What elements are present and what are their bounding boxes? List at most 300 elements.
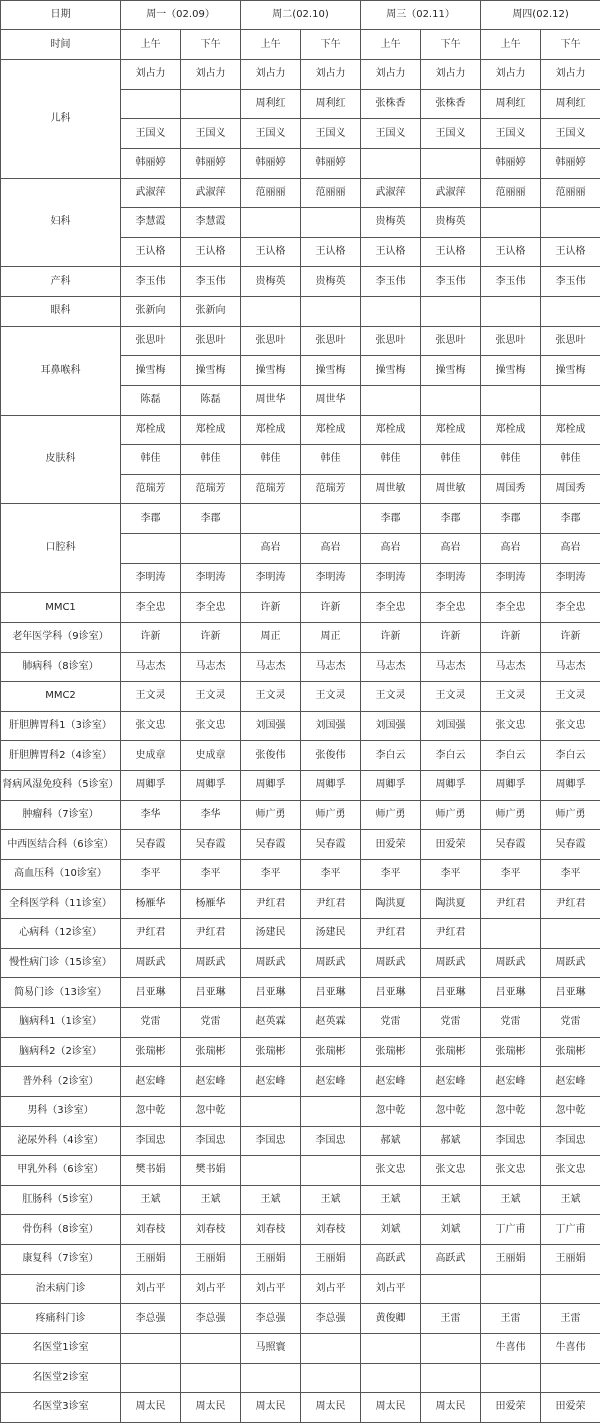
doctor-cell: 王斌 xyxy=(541,1185,600,1215)
department-name: 治未病门诊 xyxy=(1,1274,121,1304)
doctor-cell: 李玉伟 xyxy=(121,267,181,297)
period-am-header: 上午 xyxy=(121,30,181,60)
department-name: 妇科 xyxy=(1,178,121,267)
doctor-cell: 李明涛 xyxy=(181,563,241,593)
department-name: 名医堂1诊室 xyxy=(1,1333,121,1363)
doctor-cell: 李全忠 xyxy=(421,593,481,623)
doctor-cell: 韩丽婷 xyxy=(181,148,241,178)
doctor-cell: 韩佳 xyxy=(241,445,301,475)
doctor-cell: 李明涛 xyxy=(421,563,481,593)
doctor-cell: 忽中乾 xyxy=(181,1096,241,1126)
doctor-cell: 李玉伟 xyxy=(421,267,481,297)
doctor-cell: 史成章 xyxy=(121,741,181,771)
doctor-cell xyxy=(481,297,541,327)
schedule-row xyxy=(1,919,600,949)
doctor-cell: 高岩 xyxy=(241,534,301,564)
doctor-cell: 周太民 xyxy=(301,1393,361,1423)
doctor-cell: 郑栓成 xyxy=(301,415,361,445)
doctor-cell xyxy=(301,1333,361,1363)
doctor-cell: 王文灵 xyxy=(481,682,541,712)
doctor-cell: 李玉伟 xyxy=(481,267,541,297)
date-header-row xyxy=(1,1,600,30)
department-name: 产科 xyxy=(1,267,121,297)
department-name: 老年医学科（9诊室） xyxy=(1,622,121,652)
department-name: 肝胆脾胃科2（4诊室） xyxy=(1,741,121,771)
doctor-cell: 马志杰 xyxy=(361,652,421,682)
doctor-cell: 李华 xyxy=(121,800,181,830)
doctor-cell: 刘春枝 xyxy=(301,1215,361,1245)
doctor-cell: 操雪梅 xyxy=(421,356,481,386)
doctor-cell: 张瑞彬 xyxy=(541,1037,600,1067)
doctor-cell: 杨雁华 xyxy=(181,889,241,919)
doctor-cell xyxy=(421,1333,481,1363)
doctor-cell xyxy=(301,297,361,327)
schedule-body xyxy=(1,1,600,1423)
doctor-cell: 田爱荣 xyxy=(541,1393,600,1423)
doctor-cell: 周正 xyxy=(301,622,361,652)
doctor-cell: 周跃武 xyxy=(241,948,301,978)
doctor-cell: 韩佳 xyxy=(301,445,361,475)
schedule-row xyxy=(1,889,600,919)
department-name: 脑病科2（2诊室） xyxy=(1,1037,121,1067)
day-header-wed: 周三（02.11） xyxy=(361,1,481,30)
schedule-row xyxy=(1,800,600,830)
doctor-cell: 张瑞彬 xyxy=(301,1037,361,1067)
doctor-cell: 郝斌 xyxy=(421,1126,481,1156)
doctor-cell: 陈磊 xyxy=(121,385,181,415)
doctor-cell: 操雪梅 xyxy=(541,356,600,386)
doctor-cell: 周太民 xyxy=(421,1393,481,1423)
doctor-cell: 周卿孚 xyxy=(301,771,361,801)
doctor-cell: 李平 xyxy=(241,859,301,889)
schedule-row xyxy=(1,948,600,978)
doctor-cell: 许新 xyxy=(301,593,361,623)
doctor-cell: 张文忠 xyxy=(181,711,241,741)
doctor-cell: 周跃武 xyxy=(481,948,541,978)
doctor-cell: 高跃武 xyxy=(421,1245,481,1275)
doctor-cell: 忽中乾 xyxy=(541,1096,600,1126)
doctor-cell: 刘占平 xyxy=(241,1274,301,1304)
doctor-cell: 范丽丽 xyxy=(481,178,541,208)
doctor-cell: 王丽娟 xyxy=(181,1245,241,1275)
doctor-cell: 刘国强 xyxy=(361,711,421,741)
doctor-cell: 周卿孚 xyxy=(421,771,481,801)
department-name: 泌尿外科（4诊室） xyxy=(1,1126,121,1156)
doctor-cell: 韩佳 xyxy=(421,445,481,475)
doctor-cell: 武淑萍 xyxy=(121,178,181,208)
doctor-cell: 张文忠 xyxy=(361,1156,421,1186)
doctor-cell xyxy=(241,1096,301,1126)
doctor-cell: 刘占力 xyxy=(421,60,481,90)
doctor-cell: 周太民 xyxy=(121,1393,181,1423)
doctor-cell: 史成章 xyxy=(181,741,241,771)
doctor-cell: 周卿孚 xyxy=(481,771,541,801)
doctor-cell: 王认格 xyxy=(301,237,361,267)
doctor-cell: 王文灵 xyxy=(301,682,361,712)
doctor-cell: 张瑞彬 xyxy=(421,1037,481,1067)
doctor-cell: 刘占平 xyxy=(181,1274,241,1304)
doctor-cell: 周世敏 xyxy=(421,474,481,504)
doctor-cell: 吴春霞 xyxy=(181,830,241,860)
doctor-cell: 刘占力 xyxy=(541,60,600,90)
schedule-row xyxy=(1,1156,600,1186)
doctor-cell: 张思叶 xyxy=(361,326,421,356)
doctor-cell: 李总强 xyxy=(241,1304,301,1334)
doctor-cell: 王国义 xyxy=(301,119,361,149)
doctor-cell: 王国义 xyxy=(541,119,600,149)
doctor-cell xyxy=(541,385,600,415)
doctor-cell: 忽中乾 xyxy=(121,1096,181,1126)
doctor-cell: 师广勇 xyxy=(481,800,541,830)
doctor-cell: 赵英霖 xyxy=(241,1008,301,1038)
department-name: 肾病风湿免疫科（5诊室） xyxy=(1,771,121,801)
doctor-cell: 党雷 xyxy=(481,1008,541,1038)
doctor-cell: 李明涛 xyxy=(481,563,541,593)
doctor-cell: 刘国强 xyxy=(241,711,301,741)
doctor-cell: 许新 xyxy=(421,622,481,652)
doctor-cell: 许新 xyxy=(121,622,181,652)
doctor-cell: 许新 xyxy=(361,622,421,652)
doctor-cell: 李平 xyxy=(361,859,421,889)
doctor-cell: 张文忠 xyxy=(421,1156,481,1186)
doctor-cell: 张文忠 xyxy=(481,711,541,741)
doctor-cell: 张新向 xyxy=(121,297,181,327)
doctor-cell: 刘斌 xyxy=(361,1215,421,1245)
doctor-cell xyxy=(361,1333,421,1363)
doctor-cell: 周卿孚 xyxy=(181,771,241,801)
doctor-cell xyxy=(541,1274,600,1304)
doctor-cell: 吕亚琳 xyxy=(481,978,541,1008)
doctor-cell: 李平 xyxy=(481,859,541,889)
doctor-cell: 贵梅英 xyxy=(301,267,361,297)
doctor-cell: 刘占力 xyxy=(361,60,421,90)
doctor-cell: 马志杰 xyxy=(421,652,481,682)
doctor-cell: 李全忠 xyxy=(541,593,600,623)
doctor-cell: 王雷 xyxy=(541,1304,600,1334)
department-name: 甲乳外科（6诊室） xyxy=(1,1156,121,1186)
doctor-cell: 武淑萍 xyxy=(361,178,421,208)
doctor-cell xyxy=(121,534,181,564)
doctor-cell xyxy=(181,534,241,564)
doctor-cell: 马志杰 xyxy=(481,652,541,682)
doctor-cell: 李郡 xyxy=(421,504,481,534)
doctor-cell: 张株香 xyxy=(421,89,481,119)
doctor-cell: 尹红君 xyxy=(301,889,361,919)
schedule-row xyxy=(1,60,600,90)
department-name: 全科医学科（11诊室） xyxy=(1,889,121,919)
doctor-cell: 郑栓成 xyxy=(241,415,301,445)
doctor-cell: 赵宏峰 xyxy=(121,1067,181,1097)
doctor-cell: 樊书娟 xyxy=(121,1156,181,1186)
doctor-cell: 樊书娟 xyxy=(181,1156,241,1186)
doctor-cell: 张株香 xyxy=(361,89,421,119)
doctor-cell: 周跃武 xyxy=(121,948,181,978)
doctor-cell xyxy=(241,208,301,238)
period-pm-header: 下午 xyxy=(541,30,600,60)
doctor-cell: 许新 xyxy=(181,622,241,652)
doctor-cell: 张俊伟 xyxy=(241,741,301,771)
department-name: 眼科 xyxy=(1,297,121,327)
doctor-cell: 范瑞芳 xyxy=(301,474,361,504)
doctor-cell: 汤建民 xyxy=(241,919,301,949)
doctor-cell: 刘斌 xyxy=(421,1215,481,1245)
doctor-cell: 张瑞彬 xyxy=(181,1037,241,1067)
doctor-cell: 李国忠 xyxy=(301,1126,361,1156)
doctor-cell: 周世敏 xyxy=(361,474,421,504)
doctor-cell: 贵梅英 xyxy=(361,208,421,238)
doctor-cell: 王丽娟 xyxy=(541,1245,600,1275)
doctor-cell: 范瑞芳 xyxy=(121,474,181,504)
schedule-row xyxy=(1,1096,600,1126)
doctor-cell: 王国义 xyxy=(181,119,241,149)
doctor-cell: 周跃武 xyxy=(541,948,600,978)
doctor-cell: 吴春霞 xyxy=(301,830,361,860)
doctor-cell xyxy=(121,89,181,119)
doctor-cell: 李国忠 xyxy=(121,1126,181,1156)
doctor-cell xyxy=(421,297,481,327)
doctor-cell: 周跃武 xyxy=(181,948,241,978)
doctor-cell: 周跃武 xyxy=(421,948,481,978)
department-name: 名医堂3诊室 xyxy=(1,1393,121,1423)
day-header-mon: 周一（02.09） xyxy=(121,1,241,30)
doctor-cell: 马志杰 xyxy=(241,652,301,682)
doctor-cell: 杨雁华 xyxy=(121,889,181,919)
schedule-row xyxy=(1,682,600,712)
doctor-cell: 张瑞彬 xyxy=(121,1037,181,1067)
department-name: 肿瘤科（7诊室） xyxy=(1,800,121,830)
department-name: 脑病科1（1诊室） xyxy=(1,1008,121,1038)
doctor-cell: 李国忠 xyxy=(181,1126,241,1156)
schedule-row xyxy=(1,593,600,623)
doctor-cell xyxy=(181,89,241,119)
doctor-cell: 张思叶 xyxy=(421,326,481,356)
doctor-cell: 高岩 xyxy=(541,534,600,564)
doctor-cell: 韩佳 xyxy=(361,445,421,475)
doctor-cell: 张思叶 xyxy=(301,326,361,356)
doctor-cell: 田爱荣 xyxy=(361,830,421,860)
doctor-cell: 李国忠 xyxy=(541,1126,600,1156)
schedule-row xyxy=(1,1126,600,1156)
doctor-cell: 张新向 xyxy=(181,297,241,327)
doctor-cell: 王雷 xyxy=(421,1304,481,1334)
doctor-cell: 刘春枝 xyxy=(181,1215,241,1245)
doctor-cell: 周国秀 xyxy=(481,474,541,504)
doctor-cell: 师广勇 xyxy=(241,800,301,830)
department-name: MMC1 xyxy=(1,593,121,623)
doctor-cell: 牛喜伟 xyxy=(481,1333,541,1363)
doctor-cell: 王认格 xyxy=(241,237,301,267)
doctor-cell: 李全忠 xyxy=(481,593,541,623)
schedule-row xyxy=(1,1245,600,1275)
schedule-row xyxy=(1,1067,600,1097)
doctor-cell: 郑栓成 xyxy=(421,415,481,445)
doctor-cell: 赵宏峰 xyxy=(301,1067,361,1097)
doctor-cell: 马照寰 xyxy=(241,1333,301,1363)
doctor-cell: 刘国强 xyxy=(421,711,481,741)
doctor-cell: 张文忠 xyxy=(121,711,181,741)
schedule-row xyxy=(1,504,600,534)
schedule-row xyxy=(1,1037,600,1067)
doctor-cell: 韩佳 xyxy=(481,445,541,475)
schedule-row xyxy=(1,1393,600,1423)
department-name: 耳鼻喉科 xyxy=(1,326,121,415)
doctor-cell: 吕亚琳 xyxy=(301,978,361,1008)
doctor-cell: 李平 xyxy=(181,859,241,889)
doctor-cell: 张思叶 xyxy=(481,326,541,356)
doctor-cell xyxy=(121,1333,181,1363)
doctor-cell: 范丽丽 xyxy=(241,178,301,208)
doctor-cell: 师广勇 xyxy=(361,800,421,830)
doctor-cell: 王文灵 xyxy=(241,682,301,712)
doctor-cell: 王丽娟 xyxy=(241,1245,301,1275)
doctor-cell: 刘占平 xyxy=(121,1274,181,1304)
doctor-cell: 张思叶 xyxy=(241,326,301,356)
schedule-row xyxy=(1,415,600,445)
period-pm-header: 下午 xyxy=(301,30,361,60)
doctor-cell: 郑栓成 xyxy=(481,415,541,445)
doctor-cell: 高岩 xyxy=(301,534,361,564)
doctor-cell xyxy=(301,504,361,534)
doctor-cell: 刘占力 xyxy=(121,60,181,90)
doctor-cell: 王国义 xyxy=(421,119,481,149)
department-name: 高血压科（10诊室） xyxy=(1,859,121,889)
doctor-cell xyxy=(361,148,421,178)
doctor-cell xyxy=(361,385,421,415)
doctor-cell: 李白云 xyxy=(481,741,541,771)
doctor-cell: 马志杰 xyxy=(541,652,600,682)
doctor-cell: 党雷 xyxy=(361,1008,421,1038)
doctor-cell: 党雷 xyxy=(121,1008,181,1038)
doctor-cell: 吴春霞 xyxy=(541,830,600,860)
doctor-cell: 周利红 xyxy=(301,89,361,119)
doctor-cell: 王认格 xyxy=(361,237,421,267)
doctor-cell: 许新 xyxy=(541,622,600,652)
department-name: 口腔科 xyxy=(1,504,121,593)
doctor-cell: 王斌 xyxy=(241,1185,301,1215)
doctor-cell: 赵宏峰 xyxy=(361,1067,421,1097)
doctor-cell: 李总强 xyxy=(121,1304,181,1334)
doctor-cell: 田爱荣 xyxy=(481,1393,541,1423)
doctor-cell: 李郡 xyxy=(481,504,541,534)
doctor-cell: 张瑞彬 xyxy=(481,1037,541,1067)
doctor-cell: 党雷 xyxy=(181,1008,241,1038)
doctor-cell: 王认格 xyxy=(421,237,481,267)
doctor-cell: 张文忠 xyxy=(541,1156,600,1186)
doctor-cell xyxy=(241,1363,301,1393)
doctor-cell: 王文灵 xyxy=(421,682,481,712)
doctor-cell: 张思叶 xyxy=(121,326,181,356)
doctor-cell xyxy=(361,297,421,327)
doctor-cell: 武淑萍 xyxy=(181,178,241,208)
doctor-cell: 李白云 xyxy=(361,741,421,771)
doctor-cell: 李明涛 xyxy=(301,563,361,593)
schedule-row xyxy=(1,978,600,1008)
doctor-cell: 赵英霖 xyxy=(301,1008,361,1038)
doctor-cell: 刘占平 xyxy=(301,1274,361,1304)
doctor-cell: 李明涛 xyxy=(361,563,421,593)
doctor-cell: 贵梅英 xyxy=(421,208,481,238)
doctor-cell: 尹红君 xyxy=(361,919,421,949)
doctor-cell xyxy=(481,1363,541,1393)
doctor-cell xyxy=(421,148,481,178)
doctor-cell: 郑栓成 xyxy=(121,415,181,445)
doctor-cell: 周卿孚 xyxy=(241,771,301,801)
doctor-cell: 黄俊卿 xyxy=(361,1304,421,1334)
doctor-cell: 周卿孚 xyxy=(361,771,421,801)
schedule-row xyxy=(1,830,600,860)
doctor-cell xyxy=(301,1096,361,1126)
department-name: 儿科 xyxy=(1,60,121,179)
schedule-row xyxy=(1,1215,600,1245)
doctor-cell xyxy=(541,208,600,238)
doctor-cell: 周卿孚 xyxy=(121,771,181,801)
doctor-cell: 郝斌 xyxy=(361,1126,421,1156)
doctor-cell: 贵梅英 xyxy=(241,267,301,297)
schedule-row xyxy=(1,859,600,889)
doctor-cell: 吕亚琳 xyxy=(361,978,421,1008)
department-name: 骨伤科（8诊室） xyxy=(1,1215,121,1245)
doctor-cell: 刘国强 xyxy=(301,711,361,741)
department-name: MMC2 xyxy=(1,682,121,712)
doctor-cell: 赵宏峰 xyxy=(541,1067,600,1097)
period-am-header: 上午 xyxy=(481,30,541,60)
doctor-cell: 赵宏峰 xyxy=(181,1067,241,1097)
doctor-cell: 李总强 xyxy=(181,1304,241,1334)
doctor-cell: 陈磊 xyxy=(181,385,241,415)
doctor-cell xyxy=(181,1333,241,1363)
doctor-cell: 田爱荣 xyxy=(421,830,481,860)
doctor-cell: 李郡 xyxy=(541,504,600,534)
doctor-cell xyxy=(421,1274,481,1304)
doctor-cell: 吕亚琳 xyxy=(181,978,241,1008)
doctor-cell: 操雪梅 xyxy=(121,356,181,386)
doctor-cell: 王斌 xyxy=(481,1185,541,1215)
doctor-cell: 赵宏峰 xyxy=(241,1067,301,1097)
doctor-cell: 尹红君 xyxy=(481,889,541,919)
doctor-cell: 赵宏峰 xyxy=(481,1067,541,1097)
doctor-cell: 高岩 xyxy=(421,534,481,564)
doctor-cell: 王丽娟 xyxy=(301,1245,361,1275)
doctor-cell: 忽中乾 xyxy=(361,1096,421,1126)
doctor-cell: 王认格 xyxy=(121,237,181,267)
doctor-cell xyxy=(481,1274,541,1304)
doctor-cell: 李明涛 xyxy=(241,563,301,593)
schedule-row xyxy=(1,652,600,682)
doctor-cell: 周利红 xyxy=(241,89,301,119)
doctor-cell: 吴春霞 xyxy=(481,830,541,860)
doctor-cell: 周太民 xyxy=(361,1393,421,1423)
doctor-cell: 马志杰 xyxy=(181,652,241,682)
doctor-cell: 李慧霞 xyxy=(181,208,241,238)
doctor-cell: 李玉伟 xyxy=(181,267,241,297)
doctor-cell: 李郡 xyxy=(181,504,241,534)
doctor-cell: 周利红 xyxy=(481,89,541,119)
date-corner-cell: 日期 xyxy=(1,1,121,30)
doctor-cell: 丁广甫 xyxy=(541,1215,600,1245)
time-corner-cell: 时间 xyxy=(1,30,121,60)
department-name: 名医堂2诊室 xyxy=(1,1363,121,1393)
doctor-cell: 丁广甫 xyxy=(481,1215,541,1245)
doctor-cell: 李玉伟 xyxy=(361,267,421,297)
doctor-cell: 李郡 xyxy=(361,504,421,534)
doctor-cell: 王文灵 xyxy=(121,682,181,712)
doctor-cell: 李明涛 xyxy=(541,563,600,593)
doctor-cell: 师广勇 xyxy=(541,800,600,830)
doctor-cell: 韩佳 xyxy=(121,445,181,475)
doctor-cell: 李全忠 xyxy=(121,593,181,623)
doctor-cell: 李全忠 xyxy=(181,593,241,623)
doctor-cell: 高岩 xyxy=(361,534,421,564)
